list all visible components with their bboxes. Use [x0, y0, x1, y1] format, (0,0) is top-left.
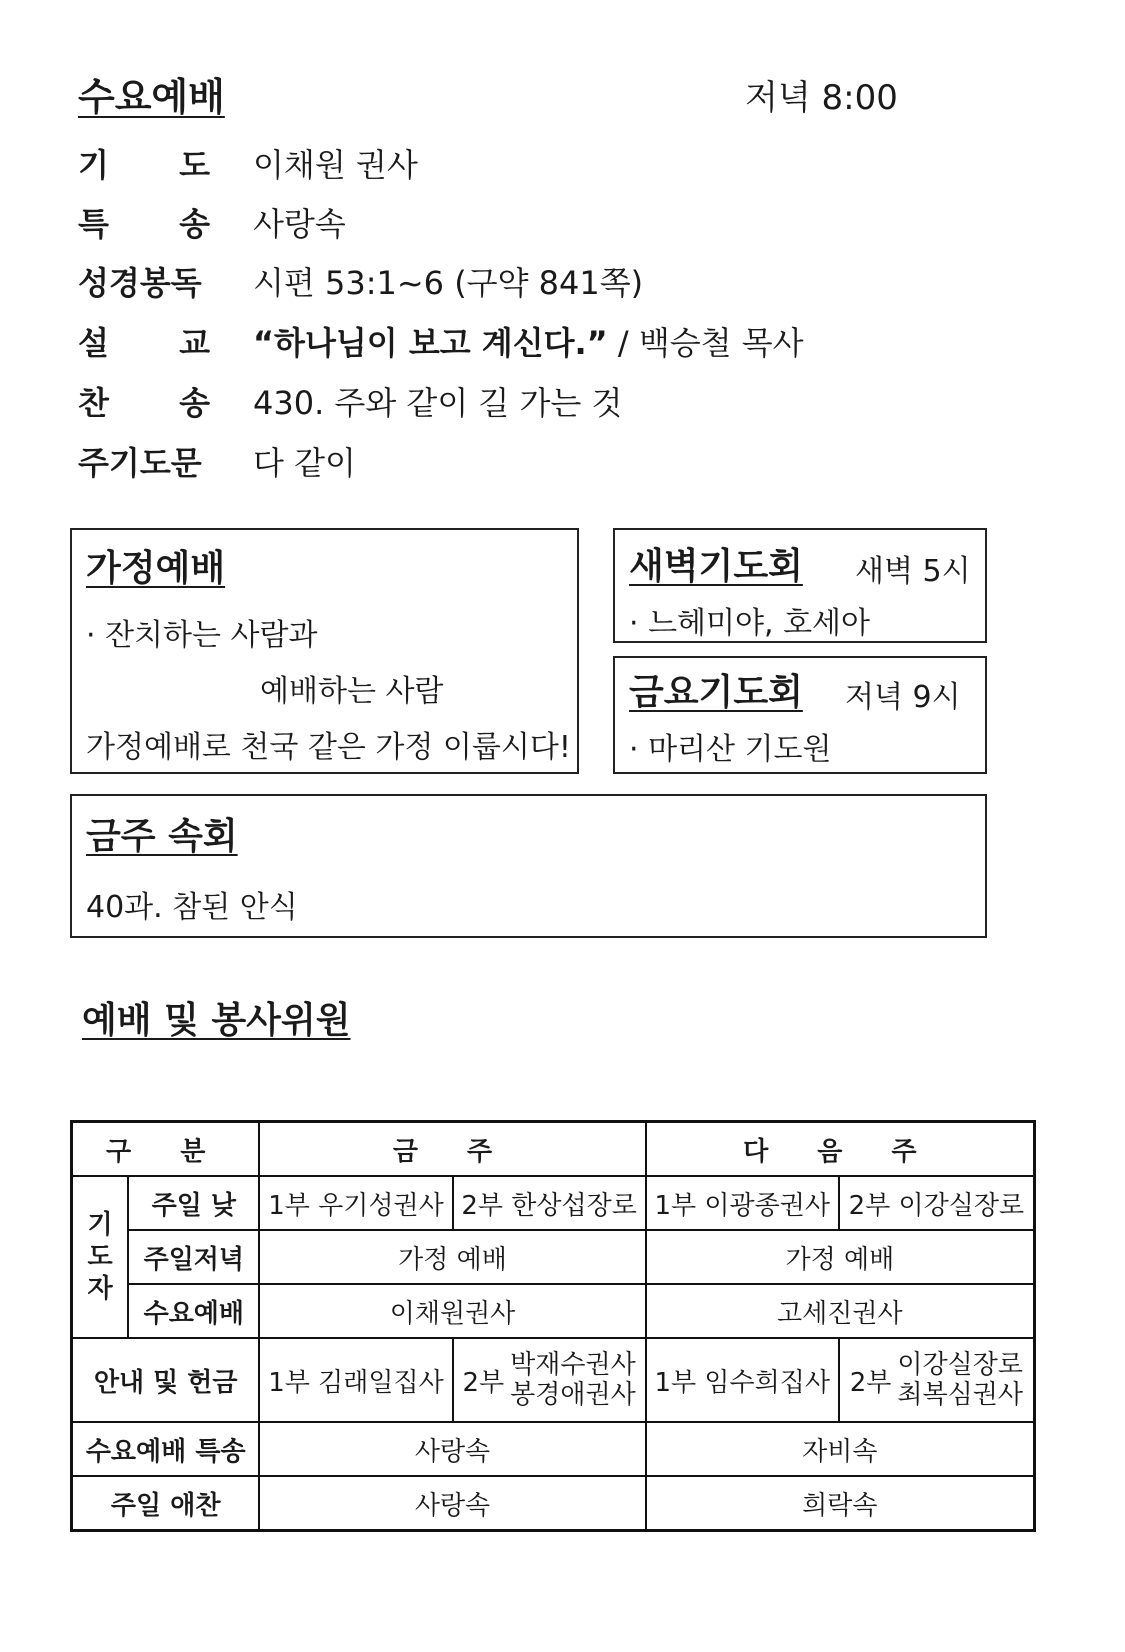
family-worship-line1: · 잔치하는 사람과	[86, 618, 318, 653]
scripture-value: 시편 53:1~6 (구약 841쪽)	[253, 264, 644, 302]
family-worship-line2: 예배하는 사람	[260, 674, 444, 709]
header-category: 구 분	[72, 1122, 260, 1177]
sermon-row	[78, 316, 804, 366]
family-worship-title: 가정예배	[86, 548, 226, 589]
table-row	[72, 1230, 1035, 1284]
table-cell: 자비속	[646, 1422, 1035, 1476]
hymn-label: 찬 송	[78, 384, 210, 422]
lords-prayer-label: 주기도문	[78, 444, 202, 482]
table-cell: 2부 이강실장로	[839, 1176, 1035, 1230]
table-cell: 1부 김래일집사	[259, 1338, 452, 1422]
table-cell: 2부 박재수권사 봉경애권사	[453, 1338, 646, 1422]
table-row	[72, 1476, 1035, 1531]
table-row	[72, 1338, 1035, 1422]
table-cell: 희락속	[646, 1476, 1035, 1531]
friday-prayer-text: · 마리산 기도원	[629, 732, 832, 767]
table-header-row	[72, 1122, 1035, 1177]
cell-meeting-box	[70, 794, 987, 938]
dawn-prayer-text: · 느헤미야, 호세아	[629, 606, 871, 641]
hymn-row	[78, 376, 622, 426]
sermon-label: 설 교	[78, 324, 210, 362]
table-cell: 2부 이강실장로 최복심권사	[839, 1338, 1035, 1422]
row-label: 수요예배	[128, 1284, 259, 1338]
prayer-row	[78, 138, 418, 188]
friday-prayer-box	[613, 656, 987, 774]
row-label: 주일저녁	[128, 1230, 259, 1284]
table-row	[72, 1176, 1035, 1230]
table-cell: 이채원권사	[259, 1284, 645, 1338]
table-cell: 고세진권사	[646, 1284, 1035, 1338]
sermon-value	[253, 318, 804, 364]
table-cell: 사랑속	[259, 1422, 645, 1476]
special-song-row	[78, 197, 346, 247]
prayer-value: 이채원 권사	[253, 146, 418, 184]
dawn-prayer-title: 새벽기도회	[629, 546, 803, 587]
table-cell: 사랑속	[259, 1476, 645, 1531]
scripture-label: 성경봉독	[78, 264, 202, 302]
friday-prayer-time: 저녁 9시	[845, 680, 961, 715]
cell-meeting-title: 금주 속회	[86, 816, 238, 857]
row-label: 주일 낮	[128, 1176, 259, 1230]
header-next-week: 다 음 주	[646, 1122, 1035, 1177]
dawn-prayer-time: 새벽 5시	[855, 554, 971, 589]
row-label: 주일 애찬	[72, 1476, 260, 1531]
special-song-label: 특 송	[78, 205, 210, 243]
table-row	[72, 1284, 1035, 1338]
sermon-title: “하나님이 보고 계신다.”	[253, 324, 608, 362]
friday-prayer-title: 금요기도회	[629, 672, 803, 713]
scripture-row	[78, 256, 643, 306]
wednesday-title: 수요예배	[78, 75, 225, 119]
cell-meeting-text: 40과. 참된 안식	[86, 890, 298, 925]
special-song-value: 사랑속	[253, 205, 346, 243]
prayer-group-label: 기도자	[72, 1176, 129, 1338]
prayer-label: 기 도	[78, 146, 210, 184]
family-worship-box	[70, 528, 579, 774]
header-this-week: 금 주	[259, 1122, 645, 1177]
service-committee-title: 예배 및 봉사위원	[82, 1000, 351, 1041]
row-label: 안내 및 헌금	[72, 1338, 260, 1422]
hymn-value: 430. 주와 같이 길 가는 것	[253, 384, 623, 422]
table-row	[72, 1422, 1035, 1476]
lords-prayer-row	[78, 436, 356, 486]
dawn-prayer-box	[613, 528, 987, 643]
table-cell: 2부 한상섭장로	[453, 1176, 646, 1230]
family-worship-line3: 가정예배로 천국 같은 가정 이룹시다!	[86, 730, 571, 765]
table-cell: 1부 임수희집사	[646, 1338, 839, 1422]
table-cell: 1부 이광종권사	[646, 1176, 839, 1230]
table-cell: 가정 예배	[646, 1230, 1035, 1284]
wednesday-time: 저녁 8:00	[745, 78, 898, 118]
table-cell: 1부 우기성권사	[259, 1176, 452, 1230]
lords-prayer-value: 다 같이	[253, 444, 356, 482]
table-cell: 가정 예배	[259, 1230, 645, 1284]
service-committee-table	[70, 1120, 1036, 1532]
row-label: 수요예배 특송	[72, 1422, 260, 1476]
sermon-preacher: / 백승철 목사	[607, 324, 804, 362]
